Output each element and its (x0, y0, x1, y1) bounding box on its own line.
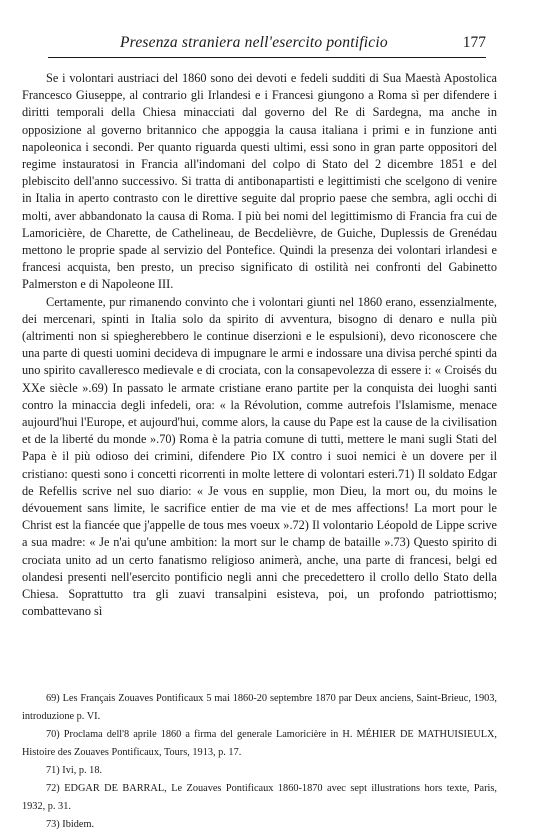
paragraph: Certamente, pur rimanendo convinto che i volontari giunti nel 1860 erano, essenzialmente, dei mercenari, spinti in Italia solo da spirito di avventura, bisogno di denaro e nulla più (altrimenti non si spiegherebbero le continue diserzioni e le espulsioni), devo riconoscere che una parte di questi uomini decideva di impugnare le armi e indossare una divisa perché spinti da uno spirito cavalleresco medievale e di crociata, con la consapevolezza di essere i: « Croisés du XXe siècle ».69) In passato le armate cristiane erano partite per la conquista dei luoghi santi contro la minaccia degli infedeli, ora: « la Révolution, comme autrefois l'Islamisme, menace aujourd'hui l'Europe, et aujourd'hui, comme alors, la cause du Pape est la cause de la civilisation et de la liberté du monde ».70) Roma è la patria comune di tutti, mettere le mani sugli Stati del Papa è il più odioso dei crimini, difendere Pio IX contro i suoi nemici è un dovere per il cristiano: questi sono i concetti ricorrenti in molte lettere di volontari esteri.71) Il soldato Edgar de Refellis scrive nel suo diario: « Je vous en supplie, mon Dieu, la mort ou, du moins le dévouement sans limite, le sacrifice entier de ma vie et de mes affections! La mort pour le Christ est la fiancée que j'appelle de tous mes voeux ».72) Il volontario Léopold de Lippe scrive a sua madre: « Je n'ai qu'une ambition: la mort sur le champ de bataille ».73) Questo spirito di crociata unito ad un certo fanatismo religioso animerà, anche, una parte di francesi, belgi ed olandesi presenti nell'esercito pontificio negli anni che precedettero il crollo dello Stato della Chiesa. Soprattutto tra gli zuavi transalpini esisteva, poi, un profondo patriottismo; combattevano sì (22, 294, 497, 619)
header-rule (48, 57, 486, 58)
running-title: Presenza straniera nell'esercito pontificio (120, 34, 388, 51)
paragraph: Se i volontari austriaci del 1860 sono dei devoti e fedeli sudditi di Sua Maestà Apostolica Francesco Giuseppe, al contrario gli Irlandesi e i Francesi giungono a Roma sì per difendere i diritti temporali della Chiesa minacciati dal governo del Re di Sardegna, ma anche in opposizione al governo britannico che appoggia la causa italiana i primi e in funzione anti napoleonica i secondi. Per quanto riguarda questi ultimi, essi sono in gran parte oppositori del regime instauratosi in Francia all'indomani del colpo di Stato del 2 dicembre 1851 e del plebiscito dell'anno successivo. Si tratta di antibonapartisti e legittimisti che scelgono di venire in Italia in aperto contrasto con le direttive seguite dal proprio paese che sembra, agli occhi di molti, aver abbandonato la causa di Roma. I più bei nomi del legittimismo di Francia fra cui de Lamoricière, de Charette, de Cathelineau, de Becdelièvre, de Guiche, Duplessis de Grenédau mettono le proprie spade al servizio del Pontefice. Quindi la presenza dei volontari irlandesi e francesi acquista, ben presto, un preciso significato di ostilità nei confronti del Gabinetto Palmerston e di Napoleone III. (22, 71, 497, 292)
footnote-73: 73) Ibidem. (46, 819, 95, 830)
page-number: 177 (462, 34, 486, 51)
footnote-70: 70) Proclama dell'8 aprile 1860 a firma del generale Lamoricière in H. MÉHIER DE MATHUISIEULX, Histoire des Zouaves Pontificaux, Tours, 1913, p. 17. (22, 729, 497, 758)
main-text (22, 70, 497, 621)
page-header (48, 34, 486, 56)
footnote-72: 72) EDGAR DE BARRAL, Le Zouaves Pontificaux 1860-1870 avec sept illustrations hors texte, Paris, 1932, p. 31. (22, 783, 497, 812)
footnote-69: 69) Les Français Zouaves Pontificaux 5 mai 1860-20 septembre 1870 par Deux anciens, Saint-Brieuc, 1903, introduzione p. VI. (22, 693, 497, 722)
footnote-71: 71) Ivi, p. 18. (46, 765, 103, 776)
footnotes (22, 690, 497, 834)
